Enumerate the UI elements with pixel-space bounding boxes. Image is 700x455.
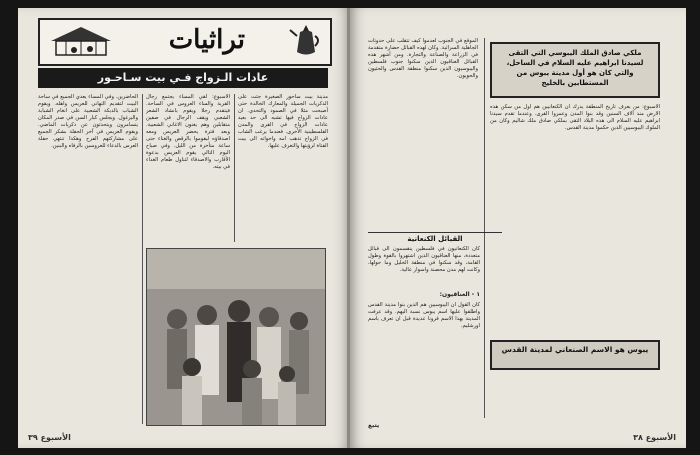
- section-title: القبائل الكنعانية: [368, 232, 502, 243]
- folio-label: الأسبوع: [40, 433, 71, 442]
- section-label: ١ - العناقيون:: [439, 291, 480, 298]
- page-number: ٣٨: [633, 433, 643, 442]
- text-column-middle: الموقع في الجنوب لعدموا كيف تتقلب على حدوتات الجاهلية السرائية. وكان لهذه القبائل حضارة متقدمة في الزراعة والصناعة والتجارة. ومن أشهر هذه القبائل العناقيون الذين سكنوا جنوب فلسطين واليبوسيون الذين سكنوا منطقة القدس والحثيون والحويون.: [368, 38, 478, 79]
- text-column-right: الاسبوع: من يعرف تاريخ المنطقة يدرك ان الكنعانيين هم اول من سكن هذه الارض منذ آلاف السنين وقد بنوا المدن وعمروا القرى. وعندما تقدم سيدنا ابراهيم عليه السلام الى هذه البلاد التقى بملكي صادق ملك شاليم وكان من الملوك اليبوسيين الذين حكموا مدينة القدس.: [490, 104, 660, 131]
- page-folio: [633, 433, 676, 442]
- page-number: ٣٩: [28, 433, 38, 442]
- pull-quote-bottom: يبوس هو الاسم الصنعاني لمدينة القدس: [490, 340, 660, 370]
- article-header: [38, 18, 332, 66]
- wedding-crowd-image: [147, 249, 325, 425]
- coffee-pot-icon: [288, 22, 324, 60]
- right-page: [350, 8, 686, 448]
- text-column-center: الاسبوع: لقي المساء يجتمع رجال القرية والساء العروس في الساحة. فيتقدم رجلا ويقوم بانشاد الشعر الشعبي ويقف الرجال في صفين متقابلين وهم يغنون الاغاني الشعبية. وبعد فترة يحضر العريس ومعه اصدقاؤه ليقوموا بالرقص والغناء حتى ساعة متأخرة من الليل. وفي صباح اليوم التالي يقوم العريس بدعوة الأقارب والاصدقاء لتناول طعام الغداء في بيته.: [146, 94, 230, 170]
- tent-illustration-icon: [46, 23, 116, 59]
- pull-quote-top: ملكي صادق الملك اليبوسي التي التقى لسيدنا ابراهيم عليه السلام في الساحل، والتي كان هو أول مدينة يبوس من المستطابين بالخليج: [490, 42, 660, 98]
- left-page: [18, 8, 350, 448]
- continue-label: يتبع: [368, 422, 380, 429]
- column-divider: [484, 38, 485, 418]
- page-folio: [28, 433, 71, 442]
- folio-label: الأسبوع: [645, 433, 676, 442]
- text-column-right: مدينة بيت ساحور الصغيرة جثت على الذكريات الجميلة والمعارك الخالدة حتى أصبحت مثلا في الصمود والتحدي. ان عادات الزواج فيها تشبه الى حد بعيد عادات الزواج في القرى والمدن الفلسطينية الأخرى. فعندما يرغب الشاب في الزواج تذهب امه واخواته الى بيت الفتاة لرؤيتها والتعرف عليها.: [238, 94, 328, 149]
- column-divider: [142, 94, 143, 424]
- header-title: تراثيات: [168, 25, 245, 55]
- column-divider: [234, 94, 235, 242]
- text-column-left: الحاضرين. وفي المساء يعدي الجميع في ساحة البيت لتقديم التهاني للعريس واهله. ويقوم الشباب بالدبكة الشعبية على انغام الشبابة واليرغول. ويجلس كبار السن في صدر المكان يتسامرون ويتحدثون عن ذكريات الماضي. ويقوم العريس في آخر الحفلة بشكر الجميع على مشاركتهم الفرح وهكذا تنتهي حفلة العرس بالدعاء للعروسين بالرفاه والبنين.: [38, 94, 138, 149]
- wedding-photo: [146, 248, 326, 426]
- article-subtitle: عادات الـزواج فـي بيت سـاحـور: [38, 68, 328, 88]
- text-column-lower: كان الكنعانيون في فلسطين ينقسمون الى قبائل متعددة، منها العناقيون الذين اشتهروا بالقوة وطول القامة، وقد سكنوا في منطقة الخليل وما حولها، وكانت لهم مدن محصنة واسوار عالية.: [368, 246, 480, 273]
- text-column-bottom: كان القول ان اليبوسيين هم الذين بنوا مدينة القدس واطلقوا عليها اسم يبوس نسبة اليهم. وقد عرفت المدينة بهذا الاسم قرونا عديدة قبل ان تعرف باسم اورشليم.: [368, 302, 480, 329]
